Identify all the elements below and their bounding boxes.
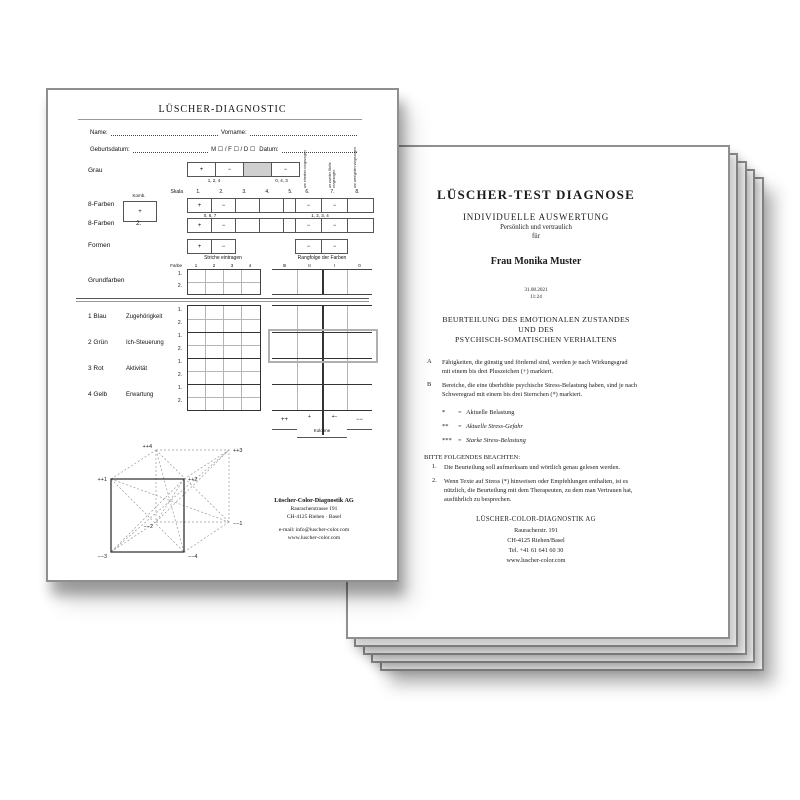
farben1-cell: −: [212, 199, 236, 212]
birthdate-row: [90, 147, 360, 154]
section-label: 1 Blau: [88, 313, 107, 320]
striche-col: 1: [194, 263, 198, 268]
grau-group-left: 1, 2, 4: [207, 178, 221, 183]
farben1-cell: [260, 199, 284, 212]
farben-row2-number: 2.: [136, 220, 142, 227]
section-trait: Aktivität: [126, 366, 148, 372]
sections-grid-left: [187, 305, 261, 411]
farben1-right-cell: −: [296, 199, 322, 212]
rangfolge-col: III: [282, 263, 287, 268]
name-fill-line: [111, 130, 218, 136]
name-row: [90, 130, 360, 137]
legend-equals: =: [458, 409, 462, 416]
cube-vertex-label: ++4: [142, 444, 152, 450]
cube-vertex-label: −−2: [143, 524, 153, 530]
section-trait: Zugehörigkeit: [126, 314, 163, 320]
grid-line: [272, 429, 297, 430]
formen-right-table: [295, 239, 348, 254]
section-row2: 2.: [177, 346, 182, 352]
grau-cell: −: [216, 163, 244, 176]
cube-front-face: [111, 479, 184, 552]
cube-vertex-label: ++3: [233, 448, 243, 454]
grid-line: [188, 384, 260, 385]
grau-label: Grau: [88, 167, 103, 174]
kolonne-symbol: +: [308, 414, 311, 420]
footer-phone: Tel. +41 61 641 60 30: [508, 547, 564, 554]
grundfarben-rangfolge-table: [272, 269, 372, 295]
report-date: 31.08.2021: [524, 287, 548, 293]
report-subtitle: INDIVIDUELLE AUSWERTUNG: [462, 212, 610, 222]
cube-vertex-label: ++2: [188, 477, 198, 483]
skala-col: 2.: [219, 189, 224, 195]
datum-label: Datum:: [259, 147, 279, 154]
kolonne-symbol: −−: [355, 417, 363, 423]
grid-line: [188, 397, 260, 398]
grid-line: [188, 319, 260, 320]
farben2-cell: [236, 219, 260, 232]
rangfolge-col: 0: [358, 263, 361, 268]
cube-vertex-label: ++1: [97, 477, 107, 483]
grundfarben-row1: 1.: [177, 271, 182, 277]
section-trait: Ich-Steuerung: [126, 340, 164, 346]
grundfarben-table: [187, 269, 261, 295]
grid-line: [188, 358, 260, 359]
legend-text: Aktuelle Belastung: [466, 409, 515, 416]
form-title: LÜSCHER-DIAGNOSTIC: [158, 104, 287, 115]
farben1-cell: +: [188, 199, 212, 212]
grid-line: [347, 270, 348, 294]
skala-label: Skala: [170, 189, 183, 195]
farben2-cell: [260, 219, 284, 232]
report-confidential: Persönlich und vertraulich: [500, 224, 572, 231]
komb-label: Komb.: [132, 193, 146, 198]
form-page: [46, 88, 399, 582]
legend-text: Starke Stress-Belastung: [466, 437, 526, 444]
gruen-row-highlight: [268, 329, 378, 363]
footer-website: www.luscher-color.com: [506, 557, 566, 564]
legend-symbol: **: [442, 423, 449, 430]
note-1-number: 1.: [432, 463, 437, 470]
grau-table: [187, 162, 300, 177]
section-row1: 1.: [177, 333, 182, 339]
report-time: 11:24: [530, 294, 542, 300]
company-website: www.luscher-color.com: [287, 534, 341, 541]
report-title: LÜSCHER-TEST DIAGNOSE: [437, 187, 635, 202]
footer-company: LÜSCHER-COLOR-DIAGNOSTIK AG: [476, 516, 596, 523]
striche-header: Striche eintragen: [204, 255, 242, 261]
grid-line: [188, 332, 260, 333]
column7-rotated-header: an zweiter Stelle vorgezogen: [328, 162, 337, 188]
skala-col: 5.: [288, 189, 293, 195]
grid-line: [322, 270, 324, 294]
skala-col: 1.: [196, 189, 201, 195]
rangfolge-header: Rangfolge der Farben: [297, 255, 347, 261]
grid-line: [272, 384, 372, 385]
section-trait: Erwartung: [126, 392, 154, 398]
farben-label: 8-Farben: [88, 220, 115, 227]
para-a-text: Fähigkeiten, die günstig und fördernd sind, werden je nach Wirkungsgrad mit einem bis drei Pluszeichen (+) markiert.: [442, 359, 628, 376]
striche-col: 4: [248, 263, 252, 268]
skala-col: 8.: [355, 189, 360, 195]
legend-text: Aktuelle Stress-Gefahr: [466, 423, 523, 430]
grau-cell: −: [283, 166, 288, 173]
section-row2: 2.: [177, 320, 182, 326]
company-city: CH-4125 Riehen · Basel: [286, 513, 342, 520]
report-heading-3: PSYCHISCH-SOMATISCHEN VERHALTENS: [455, 335, 617, 344]
note-heading: BITTE FOLGENDES BEACHTEN:: [424, 454, 521, 461]
section-label: 4 Gelb: [88, 391, 108, 398]
grid-line: [347, 429, 372, 430]
legend-equals: =: [458, 437, 462, 444]
section-row1: 1.: [177, 307, 182, 313]
skala-col: 4.: [265, 189, 270, 195]
grid-line: [188, 371, 260, 372]
grundfarben-row2: 2.: [177, 283, 182, 289]
cube-vertex-label: −−4: [188, 554, 198, 560]
vorname-label: Vorname:: [221, 130, 247, 137]
farben1-right-cell: [348, 199, 373, 212]
farben1-group: 0, 6, 7: [203, 213, 217, 218]
footer-street: Rauracherstr. 191: [514, 527, 558, 534]
note-2-text: Wenn Texte auf Stress (*) hinweisen oder Empfehlungen enthalten, ist es nützlich, die Beurteilung mit dem Therapeuten, zu dem man Vertrauen hat, ausführlich zu besprechen.: [444, 478, 633, 504]
color-cube-diagram: [50, 438, 250, 566]
grau-cell: +: [188, 163, 216, 176]
name-label: Name:: [90, 130, 108, 137]
kolonne-symbol: +−: [331, 414, 338, 420]
farben1-right-table: [295, 198, 374, 213]
section-label: 3 Rot: [88, 365, 104, 372]
section-row1: 1.: [177, 359, 182, 365]
section-divider: [76, 298, 369, 302]
column6-rotated-header: am ehesten vorgezogen: [303, 150, 307, 188]
footer-city: CH-4125 Riehen/Basel: [507, 537, 565, 544]
kolonne-symbol: ++: [280, 417, 288, 423]
formen-right-cell: −: [332, 243, 337, 250]
section-label: 2 Grün: [88, 339, 108, 346]
column8-rotated-header: am wenigsten vorgezogen: [353, 147, 357, 188]
para-b-text: Bereiche, die eine überhöhte psychische Stress-Belastung haben, sind je nach Schweregrad mit einem bis drei Sternchen (*) markiert.: [442, 382, 637, 399]
skala-col: 7.: [330, 189, 335, 195]
legend-symbol: ***: [442, 437, 452, 444]
rangfolge-col: II: [308, 263, 311, 268]
grid-line: [297, 437, 347, 438]
section-row2: 2.: [177, 372, 182, 378]
para-a-label: A: [427, 358, 432, 365]
title-rule: [78, 119, 362, 120]
farbe-label: Farbe: [170, 263, 182, 268]
farben1-right-group: 1, 2, 3, 4: [311, 213, 329, 218]
geburtsdatum-fill-line: [133, 147, 208, 153]
legend-symbol: *: [442, 409, 446, 416]
farben2-right-cell: −: [296, 219, 322, 232]
datum-fill-line: [282, 147, 357, 153]
client-name: Frau Monika Muster: [490, 256, 582, 267]
company-street: Rauracherstrasse 191: [290, 505, 338, 512]
report-page: [346, 145, 730, 639]
company-name: Lüscher-Color-Diagnostik AG: [274, 497, 354, 504]
formen-label: Formen: [88, 242, 111, 249]
farben2-cell: −: [212, 219, 236, 232]
farben1-cell: [236, 199, 260, 212]
grid-line: [188, 282, 260, 283]
farben2-right-cell: [348, 219, 373, 232]
farben2-right-cell: −: [322, 219, 348, 232]
formen-right-cell: −: [296, 240, 322, 253]
cube-back-face: [156, 450, 229, 522]
cube-vertex-label: −−1: [233, 521, 243, 527]
formen-table: [187, 239, 236, 254]
geburtsdatum-label: Geburtsdatum:: [90, 147, 130, 154]
note-1-text: Die Beurteilung soll aufmerksam und wörtlich genau gelesen werden.: [444, 464, 621, 471]
report-heading-1: BEURTEILUNG DES EMOTIONALEN ZUSTANDES: [442, 315, 630, 324]
section-row1: 1.: [177, 385, 182, 391]
farben2-table: [187, 218, 308, 233]
report-heading-2: UND DES: [518, 325, 554, 334]
skala-col: 6.: [305, 189, 310, 195]
report-fuer: für: [532, 233, 540, 240]
farben2-cell: +: [188, 219, 212, 232]
section-row2: 2.: [177, 398, 182, 404]
formen-cell: −: [221, 243, 226, 250]
rangfolge-col: I: [333, 263, 336, 268]
company-email: e-mail: info@luscher-color.com: [278, 526, 350, 533]
gender-checkboxes: M ☐ / F ☐ / D ☐: [211, 147, 256, 154]
note-2-number: 2.: [432, 477, 437, 484]
farben1-table: [187, 198, 308, 213]
striche-col: 2: [212, 263, 216, 268]
farben2-right-table: [295, 218, 374, 233]
formen-cell: +: [188, 240, 212, 253]
cube-vertex-label: −−3: [97, 554, 107, 560]
vorname-fill-line: [250, 130, 357, 136]
komb-box: [123, 201, 157, 222]
striche-col: 3: [230, 263, 234, 268]
address-block: [258, 497, 370, 543]
para-b-label: B: [427, 381, 432, 388]
grau-group-right: 0, 4, 3: [275, 178, 288, 183]
grid-line: [188, 345, 260, 346]
skala-col: 3.: [242, 189, 247, 195]
komb-value-cell: +: [138, 208, 142, 215]
kolonne-label: Kolonne: [313, 428, 331, 433]
farben-label: 8-Farben: [88, 201, 115, 208]
grid-line: [297, 270, 298, 294]
farben1-right-cell: −: [322, 199, 348, 212]
legend-equals: =: [458, 423, 462, 430]
grau-cell-shaded: [244, 163, 272, 176]
grundfarben-label: Grundfarben: [88, 277, 125, 284]
